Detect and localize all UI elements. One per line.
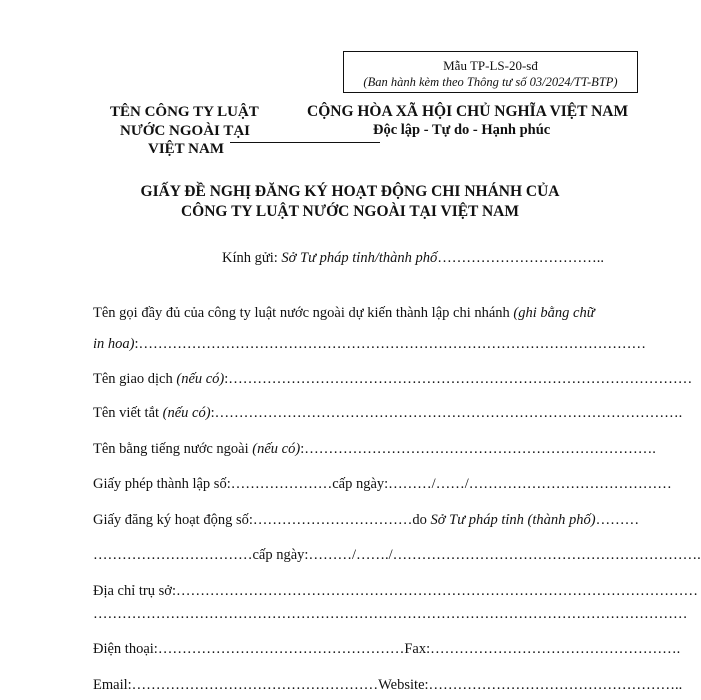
license-field[interactable]: Giấy phép thành lập số:…………………cấp ngày:………/……/…………………………………… <box>93 476 672 492</box>
trade-name-label: Tên giao dịch <box>93 371 177 387</box>
national-motto: Độc lập - Tự do - Hạnh phúc <box>373 122 551 138</box>
foreign-name-field[interactable] <box>93 438 656 460</box>
registration-date-field[interactable]: ……………………………cấp ngày:………/……./………………………………………………………. <box>93 547 701 563</box>
foreign-name-note: (nếu có) <box>252 441 301 457</box>
registration-label: Giấy đăng ký hoạt động số:……………………………do <box>93 512 431 528</box>
org-name-line1: TÊN CÔNG TY LUẬT <box>110 104 259 120</box>
full-name-field-cont[interactable] <box>93 333 647 355</box>
recipient-target: Sở Tư pháp tỉnh/thành phố <box>281 250 438 266</box>
short-name-label: Tên viết tắt <box>93 405 163 421</box>
foreign-name-dots: :………………………………………………………………. <box>300 441 656 457</box>
phone-fax-field[interactable]: Điện thoại:……………………………………………Fax:……………………………………………. <box>93 641 681 657</box>
short-name-field[interactable] <box>93 402 683 424</box>
trade-name-note: (nếu có) <box>176 371 225 387</box>
motto-underline <box>230 142 380 143</box>
address-field-cont[interactable]: …………………………………………………………………………………………………………… <box>93 606 688 622</box>
email-website-field[interactable]: Email:……………………………………………Website:…………………………………………….. <box>93 677 683 693</box>
short-name-note: (nếu có) <box>162 405 211 421</box>
recipient <box>222 250 604 267</box>
registration-field[interactable] <box>93 509 640 531</box>
address-field[interactable]: Địa chỉ trụ sở:……………………………………………………………………………………………… <box>93 583 698 599</box>
form-issued-with: (Ban hành kèm theo Thông tư số 03/2024/TT-BTP) <box>363 75 618 89</box>
full-name-label: Tên gọi đầy đủ của công ty luật nước ngoài dự kiến thành lập chi nhánh <box>93 305 514 321</box>
trade-name-dots: :…………………………………………………………………………………… <box>224 371 693 387</box>
foreign-name-label: Tên bằng tiếng nước ngoài <box>93 441 253 457</box>
document-title-line2: CÔNG TY LUẬT NƯỚC NGOÀI TẠI VIỆT NAM <box>180 203 520 220</box>
registration-issuer: Sở Tư pháp tỉnh (thành phố) <box>430 512 596 528</box>
form-code: Mẫu TP-LS-20-sđ <box>443 58 538 73</box>
short-name-dots: :……………………………………………………………………………………. <box>210 405 683 421</box>
org-name-line3: VIỆT NAM <box>148 141 224 157</box>
national-title: CỘNG HÒA XÃ HỘI CHỦ NGHĨA VIỆT NAM <box>307 103 629 120</box>
registration-tail: ……… <box>595 512 640 528</box>
full-name-note: (ghi bằng chữ <box>513 305 595 321</box>
full-name-note2: in hoa) <box>93 336 135 352</box>
full-name-field[interactable] <box>93 302 633 324</box>
org-name-line2: NƯỚC NGOÀI TẠI <box>120 123 251 139</box>
trade-name-field[interactable] <box>93 368 693 390</box>
document-title-line1: GIẤY ĐỀ NGHỊ ĐĂNG KÝ HOẠT ĐỘNG CHI NHÁNH CỦA <box>140 183 560 200</box>
recipient-prefix: Kính gửi: <box>222 250 282 266</box>
recipient-dots: …………………………….. <box>437 250 604 266</box>
full-name-dots: :…………………………………………………………………………………………… <box>134 336 647 352</box>
